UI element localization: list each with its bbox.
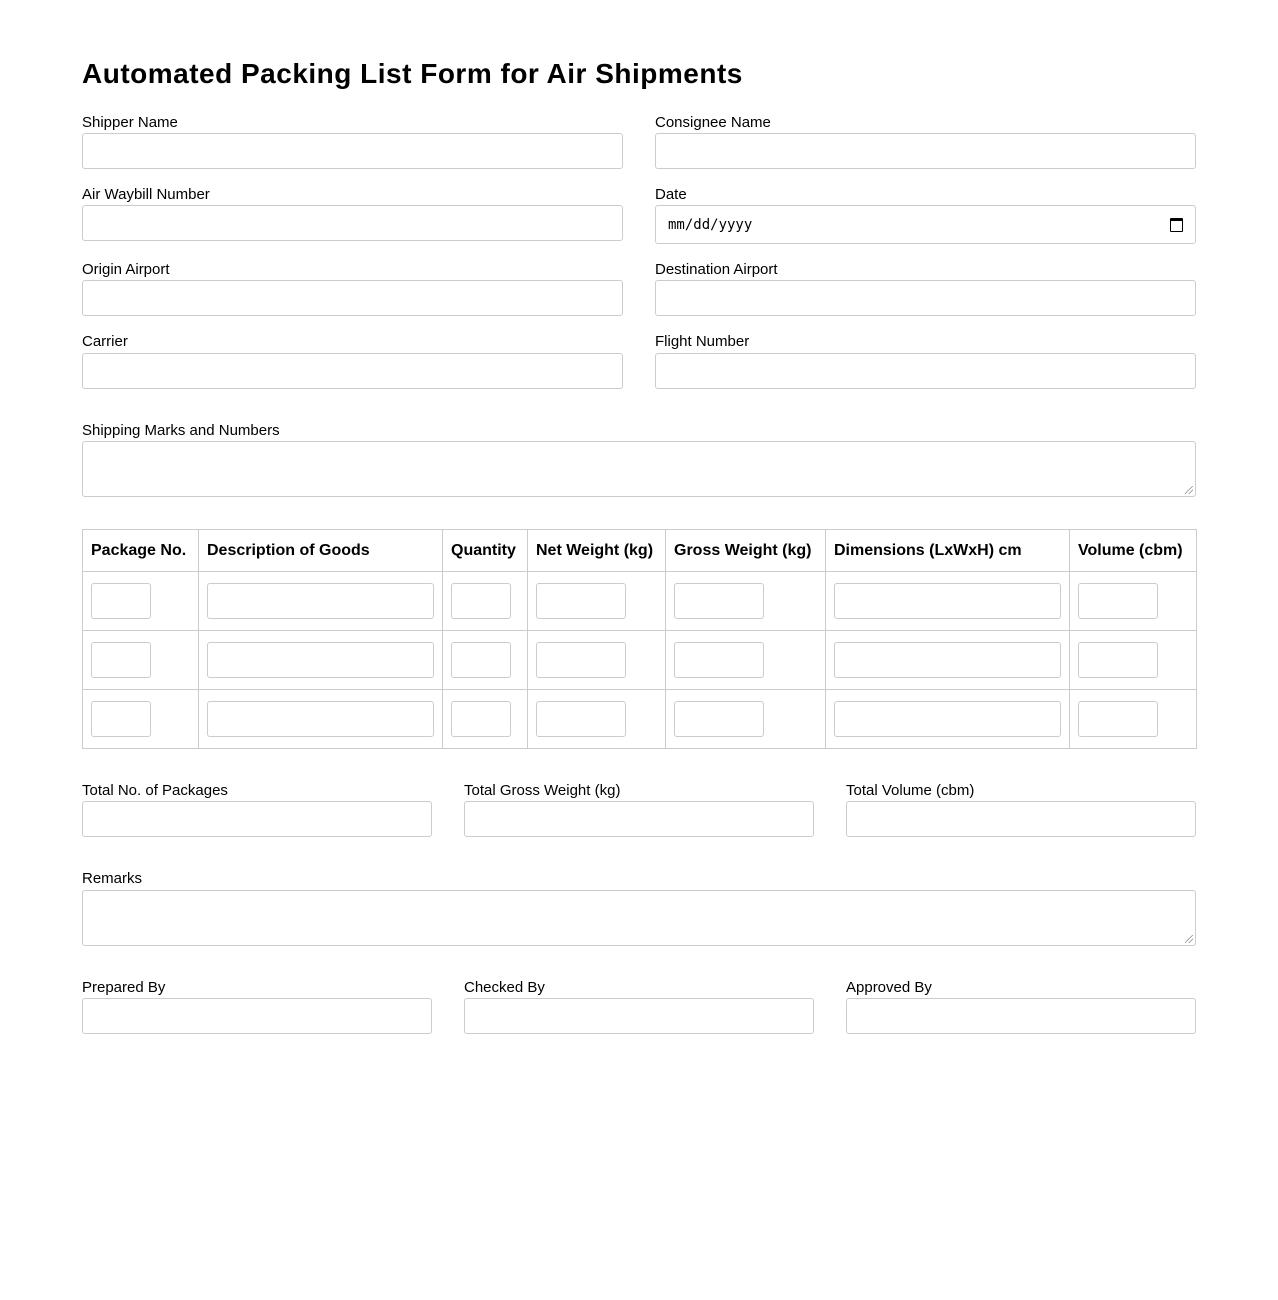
table-cell [83,572,199,631]
air-waybill-input[interactable] [82,205,623,241]
quantity-input[interactable] [451,583,511,619]
gross-weight-input[interactable] [674,642,764,678]
total-gross-weight-input[interactable] [464,801,814,837]
volume-input[interactable] [1078,701,1158,737]
column-header-volume: Volume (cbm) [1070,530,1197,572]
table-cell [528,690,666,749]
table-cell [443,690,528,749]
volume-input[interactable] [1078,642,1158,678]
table-cell [199,690,443,749]
carrier-input[interactable] [82,353,623,389]
column-header-quantity: Quantity [443,530,528,572]
table-cell [666,690,826,749]
consignee-name-label: Consignee Name [655,114,771,131]
description-input[interactable] [207,642,434,678]
quantity-input[interactable] [451,701,511,737]
total-volume-input[interactable] [846,801,1196,837]
resize-grip-icon[interactable] [1185,935,1193,943]
origin-airport-input[interactable] [82,280,623,316]
dimensions-input[interactable] [834,701,1061,737]
table-cell [1070,690,1197,749]
shipping-marks-textarea[interactable] [82,441,1196,497]
table-cell [199,631,443,690]
table-cell [826,631,1070,690]
gross-weight-input[interactable] [674,701,764,737]
prepared-by-input[interactable] [82,998,432,1034]
shipper-name-label: Shipper Name [82,114,178,131]
volume-input[interactable] [1078,583,1158,619]
table-cell [83,631,199,690]
net-weight-input[interactable] [536,583,626,619]
table-cell [826,690,1070,749]
dimensions-input[interactable] [834,642,1061,678]
air-waybill-label: Air Waybill Number [82,186,210,203]
approved-by-label: Approved By [846,979,932,996]
prepared-by-label: Prepared By [82,979,166,996]
consignee-name-input[interactable] [655,133,1196,169]
flight-number-input[interactable] [655,353,1196,389]
remarks-textarea[interactable] [82,890,1196,946]
destination-airport-label: Destination Airport [655,261,778,278]
origin-airport-label: Origin Airport [82,261,170,278]
description-input[interactable] [207,701,434,737]
checked-by-input[interactable] [464,998,814,1034]
net-weight-input[interactable] [536,701,626,737]
table-row [83,690,1197,749]
gross-weight-input[interactable] [674,583,764,619]
total-volume-label: Total Volume (cbm) [846,782,975,799]
table-cell [1070,572,1197,631]
total-packages-label: Total No. of Packages [82,782,228,799]
column-header-gross-weight: Gross Weight (kg) [666,530,826,572]
date-placeholder: mm/dd/yyyy [668,216,753,233]
flight-number-label: Flight Number [655,333,750,350]
net-weight-input[interactable] [536,642,626,678]
package-no-input[interactable] [91,642,151,678]
approved-by-input[interactable] [846,998,1196,1034]
table-cell [443,572,528,631]
remarks-label: Remarks [82,870,143,887]
checked-by-label: Checked By [464,979,545,996]
table-cell [528,572,666,631]
description-input[interactable] [207,583,434,619]
date-label: Date [655,186,687,203]
carrier-label: Carrier [82,333,128,350]
table-header-row [83,530,1197,572]
total-packages-input[interactable] [82,801,432,837]
table-cell [666,631,826,690]
destination-airport-input[interactable] [655,280,1196,316]
table-cell [666,572,826,631]
package-no-input[interactable] [91,701,151,737]
table-cell [443,631,528,690]
column-header-package-no: Package No. [83,530,199,572]
table-cell [528,631,666,690]
calendar-icon[interactable] [1170,218,1183,232]
shipping-marks-label: Shipping Marks and Numbers [82,422,280,439]
package-no-input[interactable] [91,583,151,619]
table-cell [83,690,199,749]
dimensions-input[interactable] [834,583,1061,619]
date-input[interactable] [655,205,1196,244]
table-row [83,631,1197,690]
table-cell [199,572,443,631]
resize-grip-icon[interactable] [1185,486,1193,494]
column-header-net-weight: Net Weight (kg) [528,530,666,572]
shipper-name-input[interactable] [82,133,623,169]
total-gross-weight-label: Total Gross Weight (kg) [464,782,621,799]
table-cell [1070,631,1197,690]
column-header-description: Description of Goods [199,530,443,572]
quantity-input[interactable] [451,642,511,678]
items-table [82,529,1197,749]
table-row [83,572,1197,631]
table-cell [826,572,1070,631]
page-title: Automated Packing List Form for Air Shipments [82,58,743,89]
column-header-dimensions: Dimensions (LxWxH) cm [826,530,1070,572]
